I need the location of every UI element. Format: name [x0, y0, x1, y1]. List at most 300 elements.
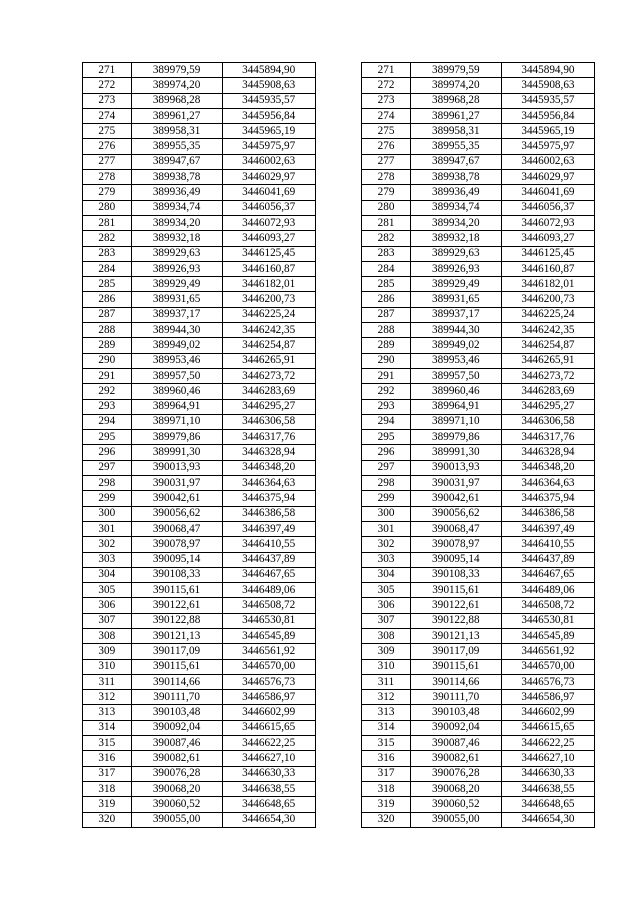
separator-cell [315, 338, 362, 353]
right-x-coordinate-cell: 389953,46 [410, 353, 501, 368]
left-x-coordinate-cell: 390103,48 [131, 705, 222, 720]
separator-cell [315, 384, 362, 399]
left-x-coordinate-cell: 390122,88 [131, 613, 222, 628]
left-point-number-cell: 304 [83, 567, 132, 582]
left-point-number-cell: 299 [83, 491, 132, 506]
table-row [83, 613, 595, 628]
right-y-coordinate-cell: 3446160,87 [501, 261, 594, 276]
left-y-coordinate-cell: 3446273,72 [222, 368, 315, 383]
left-x-coordinate-cell: 389932,18 [131, 231, 222, 246]
left-y-coordinate-cell: 3446530,81 [222, 613, 315, 628]
right-x-coordinate-cell: 389974,20 [410, 78, 501, 93]
left-y-coordinate-cell: 3446648,65 [222, 797, 315, 812]
right-point-number-cell: 290 [362, 353, 411, 368]
right-y-coordinate-cell: 3446072,93 [501, 215, 594, 230]
left-y-coordinate-cell: 3446306,58 [222, 414, 315, 429]
right-point-number-cell: 284 [362, 261, 411, 276]
separator-cell [315, 659, 362, 674]
separator-cell [315, 124, 362, 139]
right-y-coordinate-cell: 3446328,94 [501, 445, 594, 460]
separator-cell [315, 170, 362, 185]
left-y-coordinate-cell: 3446200,73 [222, 292, 315, 307]
separator-cell [315, 63, 362, 78]
left-point-number-cell: 307 [83, 613, 132, 628]
left-point-number-cell: 276 [83, 139, 132, 154]
left-point-number-cell: 311 [83, 674, 132, 689]
right-point-number-cell: 297 [362, 460, 411, 475]
right-x-coordinate-cell: 389957,50 [410, 368, 501, 383]
separator-cell [315, 781, 362, 796]
right-y-coordinate-cell: 3446410,55 [501, 537, 594, 552]
table-row [83, 246, 595, 261]
right-point-number-cell: 296 [362, 445, 411, 460]
left-y-coordinate-cell: 3446056,37 [222, 200, 315, 215]
right-point-number-cell: 291 [362, 368, 411, 383]
separator-cell [315, 766, 362, 781]
separator-cell [315, 108, 362, 123]
right-x-coordinate-cell: 389926,93 [410, 261, 501, 276]
right-y-coordinate-cell: 3446397,49 [501, 521, 594, 536]
left-y-coordinate-cell: 3446093,27 [222, 231, 315, 246]
right-y-coordinate-cell: 3446041,69 [501, 185, 594, 200]
left-x-coordinate-cell: 389934,74 [131, 200, 222, 215]
left-x-coordinate-cell: 389929,63 [131, 246, 222, 261]
right-x-coordinate-cell: 389947,67 [410, 154, 501, 169]
left-x-coordinate-cell: 390076,28 [131, 766, 222, 781]
table-row [83, 338, 595, 353]
left-y-coordinate-cell: 3446283,69 [222, 384, 315, 399]
left-y-coordinate-cell: 3446630,33 [222, 766, 315, 781]
right-x-coordinate-cell: 389931,65 [410, 292, 501, 307]
table-row [83, 154, 595, 169]
right-x-coordinate-cell: 389958,31 [410, 124, 501, 139]
left-x-coordinate-cell: 389958,31 [131, 124, 222, 139]
right-x-coordinate-cell: 390114,66 [410, 674, 501, 689]
right-x-coordinate-cell: 390092,04 [410, 720, 501, 735]
right-x-coordinate-cell: 390087,46 [410, 736, 501, 751]
right-x-coordinate-cell: 390111,70 [410, 690, 501, 705]
left-x-coordinate-cell: 390031,97 [131, 476, 222, 491]
separator-cell [315, 491, 362, 506]
left-x-coordinate-cell: 390068,20 [131, 781, 222, 796]
right-point-number-cell: 305 [362, 583, 411, 598]
table-row [83, 139, 595, 154]
right-x-coordinate-cell: 390122,88 [410, 613, 501, 628]
right-x-coordinate-cell: 390115,61 [410, 659, 501, 674]
right-y-coordinate-cell: 3446648,65 [501, 797, 594, 812]
table-row [83, 491, 595, 506]
right-x-coordinate-cell: 390095,14 [410, 552, 501, 567]
right-y-coordinate-cell: 3445935,57 [501, 93, 594, 108]
table-row [83, 368, 595, 383]
right-point-number-cell: 311 [362, 674, 411, 689]
left-point-number-cell: 308 [83, 628, 132, 643]
right-y-coordinate-cell: 3446002,63 [501, 154, 594, 169]
right-point-number-cell: 281 [362, 215, 411, 230]
right-y-coordinate-cell: 3446375,94 [501, 491, 594, 506]
right-x-coordinate-cell: 390056,62 [410, 506, 501, 521]
right-x-coordinate-cell: 389961,27 [410, 108, 501, 123]
left-y-coordinate-cell: 3446225,24 [222, 307, 315, 322]
right-x-coordinate-cell: 390121,13 [410, 628, 501, 643]
right-x-coordinate-cell: 389979,86 [410, 430, 501, 445]
separator-cell [315, 674, 362, 689]
left-y-coordinate-cell: 3446561,92 [222, 644, 315, 659]
table-row [83, 720, 595, 735]
right-point-number-cell: 276 [362, 139, 411, 154]
left-x-coordinate-cell: 390121,13 [131, 628, 222, 643]
right-point-number-cell: 273 [362, 93, 411, 108]
right-y-coordinate-cell: 3446200,73 [501, 292, 594, 307]
right-point-number-cell: 320 [362, 812, 411, 827]
separator-cell [315, 323, 362, 338]
left-y-coordinate-cell: 3446160,87 [222, 261, 315, 276]
right-x-coordinate-cell: 390103,48 [410, 705, 501, 720]
right-x-coordinate-cell: 390076,28 [410, 766, 501, 781]
left-point-number-cell: 314 [83, 720, 132, 735]
separator-cell [315, 613, 362, 628]
right-x-coordinate-cell: 389929,63 [410, 246, 501, 261]
left-x-coordinate-cell: 390111,70 [131, 690, 222, 705]
separator-cell [315, 537, 362, 552]
right-point-number-cell: 277 [362, 154, 411, 169]
left-y-coordinate-cell: 3446386,58 [222, 506, 315, 521]
left-x-coordinate-cell: 389931,65 [131, 292, 222, 307]
left-y-coordinate-cell: 3446654,30 [222, 812, 315, 827]
left-point-number-cell: 275 [83, 124, 132, 139]
left-x-coordinate-cell: 390092,04 [131, 720, 222, 735]
right-y-coordinate-cell: 3445975,97 [501, 139, 594, 154]
separator-cell [315, 292, 362, 307]
right-y-coordinate-cell: 3446638,55 [501, 781, 594, 796]
table-row [83, 323, 595, 338]
right-x-coordinate-cell: 390115,61 [410, 583, 501, 598]
right-y-coordinate-cell: 3445908,63 [501, 78, 594, 93]
left-x-coordinate-cell: 389947,67 [131, 154, 222, 169]
right-point-number-cell: 313 [362, 705, 411, 720]
table-row [83, 414, 595, 429]
right-x-coordinate-cell: 390078,97 [410, 537, 501, 552]
separator-cell [315, 797, 362, 812]
table-row [83, 751, 595, 766]
right-point-number-cell: 293 [362, 399, 411, 414]
right-y-coordinate-cell: 3446576,73 [501, 674, 594, 689]
left-point-number-cell: 300 [83, 506, 132, 521]
right-y-coordinate-cell: 3446602,99 [501, 705, 594, 720]
left-point-number-cell: 279 [83, 185, 132, 200]
separator-cell [315, 506, 362, 521]
table-row [83, 108, 595, 123]
left-point-number-cell: 291 [83, 368, 132, 383]
left-point-number-cell: 295 [83, 430, 132, 445]
left-y-coordinate-cell: 3446295,27 [222, 399, 315, 414]
right-point-number-cell: 300 [362, 506, 411, 521]
right-x-coordinate-cell: 390122,61 [410, 598, 501, 613]
table-row [83, 552, 595, 567]
left-y-coordinate-cell: 3446622,25 [222, 736, 315, 751]
right-x-coordinate-cell: 390068,20 [410, 781, 501, 796]
separator-cell [315, 277, 362, 292]
right-point-number-cell: 316 [362, 751, 411, 766]
left-y-coordinate-cell: 3446328,94 [222, 445, 315, 460]
left-x-coordinate-cell: 390082,61 [131, 751, 222, 766]
separator-cell [315, 430, 362, 445]
left-x-coordinate-cell: 389971,10 [131, 414, 222, 429]
right-y-coordinate-cell: 3446545,89 [501, 628, 594, 643]
left-x-coordinate-cell: 389934,20 [131, 215, 222, 230]
separator-cell [315, 215, 362, 230]
left-y-coordinate-cell: 3445894,90 [222, 63, 315, 78]
right-x-coordinate-cell: 389971,10 [410, 414, 501, 429]
left-point-number-cell: 292 [83, 384, 132, 399]
left-y-coordinate-cell: 3446576,73 [222, 674, 315, 689]
right-y-coordinate-cell: 3445965,19 [501, 124, 594, 139]
right-y-coordinate-cell: 3446125,45 [501, 246, 594, 261]
table-row [83, 93, 595, 108]
right-point-number-cell: 319 [362, 797, 411, 812]
right-point-number-cell: 274 [362, 108, 411, 123]
separator-cell [315, 552, 362, 567]
table-row [83, 307, 595, 322]
table-row [83, 659, 595, 674]
left-y-coordinate-cell: 3446489,06 [222, 583, 315, 598]
right-x-coordinate-cell: 389938,78 [410, 170, 501, 185]
right-point-number-cell: 304 [362, 567, 411, 582]
separator-cell [315, 583, 362, 598]
left-x-coordinate-cell: 389938,78 [131, 170, 222, 185]
left-point-number-cell: 286 [83, 292, 132, 307]
left-point-number-cell: 288 [83, 323, 132, 338]
separator-cell [315, 368, 362, 383]
right-y-coordinate-cell: 3446586,97 [501, 690, 594, 705]
left-point-number-cell: 312 [83, 690, 132, 705]
table-row [83, 567, 595, 582]
right-point-number-cell: 283 [362, 246, 411, 261]
right-y-coordinate-cell: 3446317,76 [501, 430, 594, 445]
left-point-number-cell: 296 [83, 445, 132, 460]
table-row [83, 674, 595, 689]
right-point-number-cell: 271 [362, 63, 411, 78]
left-x-coordinate-cell: 390095,14 [131, 552, 222, 567]
right-x-coordinate-cell: 389964,91 [410, 399, 501, 414]
table-row [83, 705, 595, 720]
left-x-coordinate-cell: 389960,46 [131, 384, 222, 399]
left-y-coordinate-cell: 3446615,65 [222, 720, 315, 735]
left-x-coordinate-cell: 389953,46 [131, 353, 222, 368]
left-y-coordinate-cell: 3445965,19 [222, 124, 315, 139]
separator-cell [315, 353, 362, 368]
table-row [83, 292, 595, 307]
table-row [83, 261, 595, 276]
separator-cell [315, 812, 362, 827]
right-y-coordinate-cell: 3446530,81 [501, 613, 594, 628]
right-point-number-cell: 309 [362, 644, 411, 659]
left-point-number-cell: 306 [83, 598, 132, 613]
separator-cell [315, 246, 362, 261]
left-point-number-cell: 280 [83, 200, 132, 215]
table-row [83, 460, 595, 475]
left-x-coordinate-cell: 390055,00 [131, 812, 222, 827]
right-point-number-cell: 299 [362, 491, 411, 506]
right-y-coordinate-cell: 3445956,84 [501, 108, 594, 123]
left-y-coordinate-cell: 3446627,10 [222, 751, 315, 766]
left-x-coordinate-cell: 390114,66 [131, 674, 222, 689]
right-point-number-cell: 310 [362, 659, 411, 674]
right-y-coordinate-cell: 3446273,72 [501, 368, 594, 383]
right-x-coordinate-cell: 389932,18 [410, 231, 501, 246]
right-point-number-cell: 295 [362, 430, 411, 445]
left-point-number-cell: 297 [83, 460, 132, 475]
left-x-coordinate-cell: 390087,46 [131, 736, 222, 751]
right-y-coordinate-cell: 3446622,25 [501, 736, 594, 751]
left-point-number-cell: 319 [83, 797, 132, 812]
right-x-coordinate-cell: 390031,97 [410, 476, 501, 491]
right-point-number-cell: 278 [362, 170, 411, 185]
right-x-coordinate-cell: 389936,49 [410, 185, 501, 200]
separator-cell [315, 751, 362, 766]
right-x-coordinate-cell: 389944,30 [410, 323, 501, 338]
right-y-coordinate-cell: 3446508,72 [501, 598, 594, 613]
right-point-number-cell: 298 [362, 476, 411, 491]
left-y-coordinate-cell: 3446265,91 [222, 353, 315, 368]
separator-cell [315, 200, 362, 215]
right-x-coordinate-cell: 389949,02 [410, 338, 501, 353]
table-row [83, 445, 595, 460]
left-y-coordinate-cell: 3446125,45 [222, 246, 315, 261]
right-x-coordinate-cell: 389991,30 [410, 445, 501, 460]
right-point-number-cell: 287 [362, 307, 411, 322]
separator-cell [315, 521, 362, 536]
right-point-number-cell: 286 [362, 292, 411, 307]
left-point-number-cell: 298 [83, 476, 132, 491]
right-point-number-cell: 289 [362, 338, 411, 353]
left-y-coordinate-cell: 3446570,00 [222, 659, 315, 674]
right-x-coordinate-cell: 390117,09 [410, 644, 501, 659]
table-row [83, 353, 595, 368]
left-point-number-cell: 274 [83, 108, 132, 123]
table-row [83, 200, 595, 215]
separator-cell [315, 139, 362, 154]
left-point-number-cell: 302 [83, 537, 132, 552]
right-point-number-cell: 279 [362, 185, 411, 200]
left-point-number-cell: 309 [83, 644, 132, 659]
left-y-coordinate-cell: 3446242,35 [222, 323, 315, 338]
left-y-coordinate-cell: 3446348,20 [222, 460, 315, 475]
right-point-number-cell: 294 [362, 414, 411, 429]
right-x-coordinate-cell: 389955,35 [410, 139, 501, 154]
right-y-coordinate-cell: 3445894,90 [501, 63, 594, 78]
table-row [83, 185, 595, 200]
left-x-coordinate-cell: 389955,35 [131, 139, 222, 154]
right-y-coordinate-cell: 3446225,24 [501, 307, 594, 322]
right-y-coordinate-cell: 3446254,87 [501, 338, 594, 353]
right-y-coordinate-cell: 3446467,65 [501, 567, 594, 582]
left-y-coordinate-cell: 3446364,63 [222, 476, 315, 491]
right-y-coordinate-cell: 3446489,06 [501, 583, 594, 598]
left-x-coordinate-cell: 390060,52 [131, 797, 222, 812]
separator-cell [315, 476, 362, 491]
table-row [83, 736, 595, 751]
left-point-number-cell: 318 [83, 781, 132, 796]
right-x-coordinate-cell: 390108,33 [410, 567, 501, 582]
separator-cell [315, 445, 362, 460]
left-x-coordinate-cell: 390115,61 [131, 583, 222, 598]
left-x-coordinate-cell: 389926,93 [131, 261, 222, 276]
left-point-number-cell: 271 [83, 63, 132, 78]
right-y-coordinate-cell: 3446386,58 [501, 506, 594, 521]
right-point-number-cell: 308 [362, 628, 411, 643]
left-point-number-cell: 281 [83, 215, 132, 230]
left-y-coordinate-cell: 3446041,69 [222, 185, 315, 200]
right-y-coordinate-cell: 3446295,27 [501, 399, 594, 414]
right-x-coordinate-cell: 389934,20 [410, 215, 501, 230]
separator-cell [315, 705, 362, 720]
left-y-coordinate-cell: 3445908,63 [222, 78, 315, 93]
right-point-number-cell: 282 [362, 231, 411, 246]
table-row [83, 583, 595, 598]
right-x-coordinate-cell: 390055,00 [410, 812, 501, 827]
table-row [83, 215, 595, 230]
left-x-coordinate-cell: 390068,47 [131, 521, 222, 536]
right-x-coordinate-cell: 389937,17 [410, 307, 501, 322]
left-y-coordinate-cell: 3446508,72 [222, 598, 315, 613]
left-point-number-cell: 301 [83, 521, 132, 536]
left-point-number-cell: 310 [83, 659, 132, 674]
left-x-coordinate-cell: 390115,61 [131, 659, 222, 674]
separator-cell [315, 414, 362, 429]
right-point-number-cell: 303 [362, 552, 411, 567]
left-y-coordinate-cell: 3446602,99 [222, 705, 315, 720]
table-row [83, 690, 595, 705]
left-y-coordinate-cell: 3446638,55 [222, 781, 315, 796]
left-x-coordinate-cell: 389974,20 [131, 78, 222, 93]
table-row [83, 521, 595, 536]
right-point-number-cell: 280 [362, 200, 411, 215]
left-point-number-cell: 294 [83, 414, 132, 429]
right-point-number-cell: 317 [362, 766, 411, 781]
separator-cell [315, 460, 362, 475]
left-y-coordinate-cell: 3446397,49 [222, 521, 315, 536]
left-point-number-cell: 317 [83, 766, 132, 781]
left-y-coordinate-cell: 3445975,97 [222, 139, 315, 154]
right-x-coordinate-cell: 389979,59 [410, 63, 501, 78]
separator-cell [315, 185, 362, 200]
table-row [83, 598, 595, 613]
right-point-number-cell: 288 [362, 323, 411, 338]
coordinates-table [82, 62, 595, 828]
left-y-coordinate-cell: 3446375,94 [222, 491, 315, 506]
table-row [83, 812, 595, 827]
left-point-number-cell: 289 [83, 338, 132, 353]
separator-cell [315, 567, 362, 582]
right-x-coordinate-cell: 390013,93 [410, 460, 501, 475]
right-y-coordinate-cell: 3446561,92 [501, 644, 594, 659]
table-row [83, 766, 595, 781]
right-point-number-cell: 302 [362, 537, 411, 552]
right-point-number-cell: 315 [362, 736, 411, 751]
left-x-coordinate-cell: 389949,02 [131, 338, 222, 353]
table-row [83, 628, 595, 643]
left-point-number-cell: 290 [83, 353, 132, 368]
separator-cell [315, 231, 362, 246]
left-point-number-cell: 272 [83, 78, 132, 93]
right-point-number-cell: 292 [362, 384, 411, 399]
table-row [83, 170, 595, 185]
left-x-coordinate-cell: 389979,86 [131, 430, 222, 445]
left-x-coordinate-cell: 389961,27 [131, 108, 222, 123]
left-point-number-cell: 320 [83, 812, 132, 827]
right-point-number-cell: 301 [362, 521, 411, 536]
